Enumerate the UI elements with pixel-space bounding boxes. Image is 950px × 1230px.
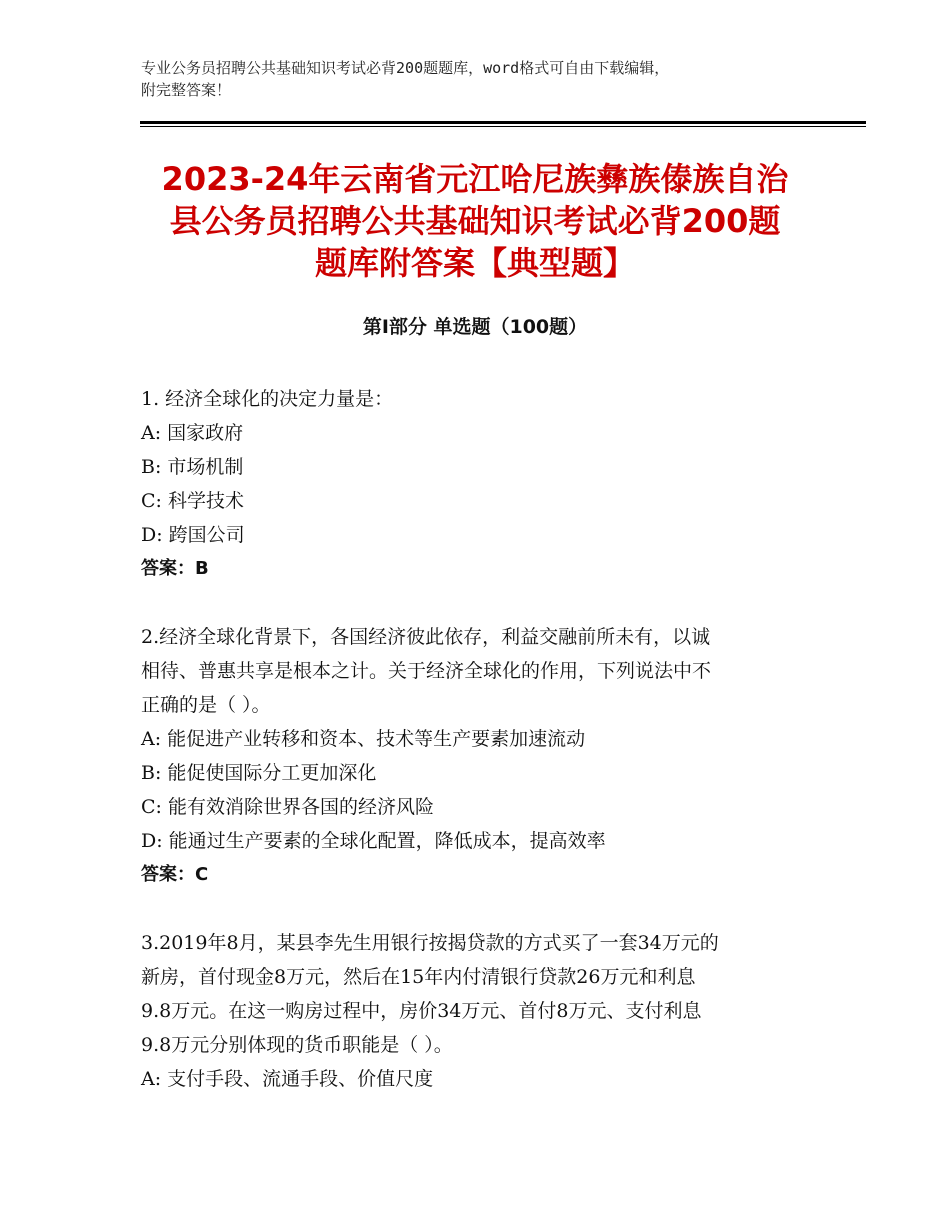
title-line: 题库附答案【典型题】 xyxy=(314,244,635,282)
question-stem-line: 9.8万元。在这一购房过程中，房价34万元、首付8万元、支付利息 xyxy=(141,1000,702,1022)
header-note-line: 专业公务员招聘公共基础知识考试必背200题题库，word格式可自由下载编辑， xyxy=(141,59,670,77)
option-c: C: 科学技术 xyxy=(141,490,244,512)
question-stem-line: 正确的是（ ）。 xyxy=(141,694,271,716)
question-list xyxy=(141,382,806,1130)
question-stem-line: 9.8万元分别体现的货币职能是（ ）。 xyxy=(141,1034,453,1056)
question-1 xyxy=(141,382,806,586)
title-line: 2023-24年云南省元江哈尼族彝族傣族自治 xyxy=(161,160,789,198)
question-2 xyxy=(141,620,806,892)
question-stem-line: 2.经济全球化背景下，各国经济彼此依存，利益交融前所未有，以诚 xyxy=(141,626,711,648)
section-title: 第Ⅰ部分 单选题（100题） xyxy=(362,316,588,338)
question-3 xyxy=(141,926,806,1096)
question-stem xyxy=(141,382,806,416)
question-stem-line: 3.2019年8月，某县李先生用银行按揭贷款的方式买了一套34万元的 xyxy=(141,932,719,954)
header-rule-thin xyxy=(140,126,866,127)
option-b: B: 市场机制 xyxy=(141,456,244,478)
option-c: C: 能有效消除世界各国的经济风险 xyxy=(141,796,434,818)
option-d: D: 跨国公司 xyxy=(141,524,245,546)
question-stem-line: 新房，首付现金8万元，然后在15年内付清银行贷款26万元和利息 xyxy=(141,966,696,988)
header-note xyxy=(141,57,821,101)
option-a: A: 支付手段、流通手段、价值尺度 xyxy=(141,1068,434,1090)
option-a: A: 国家政府 xyxy=(141,422,244,444)
document-title xyxy=(140,158,810,284)
answer: 答案：C xyxy=(141,864,209,885)
title-line: 县公务员招聘公共基础知识考试必背200题 xyxy=(169,202,781,240)
option-d: D: 能通过生产要素的全球化配置，降低成本，提高效率 xyxy=(141,830,606,852)
header-note-line: 附完整答案！ xyxy=(141,81,232,99)
option-b: B: 能促使国际分工更加深化 xyxy=(141,762,377,784)
question-stem xyxy=(141,620,806,722)
option-a: A: 能促进产业转移和资本、技术等生产要素加速流动 xyxy=(141,728,586,750)
header-rule-thick xyxy=(140,121,866,124)
question-stem xyxy=(141,926,806,1062)
question-stem-line: 相待、普惠共享是根本之计。关于经济全球化的作用，下列说法中不 xyxy=(141,660,712,682)
question-stem-line: 1. 经济全球化的决定力量是： xyxy=(141,388,394,410)
answer: 答案：B xyxy=(141,558,209,579)
